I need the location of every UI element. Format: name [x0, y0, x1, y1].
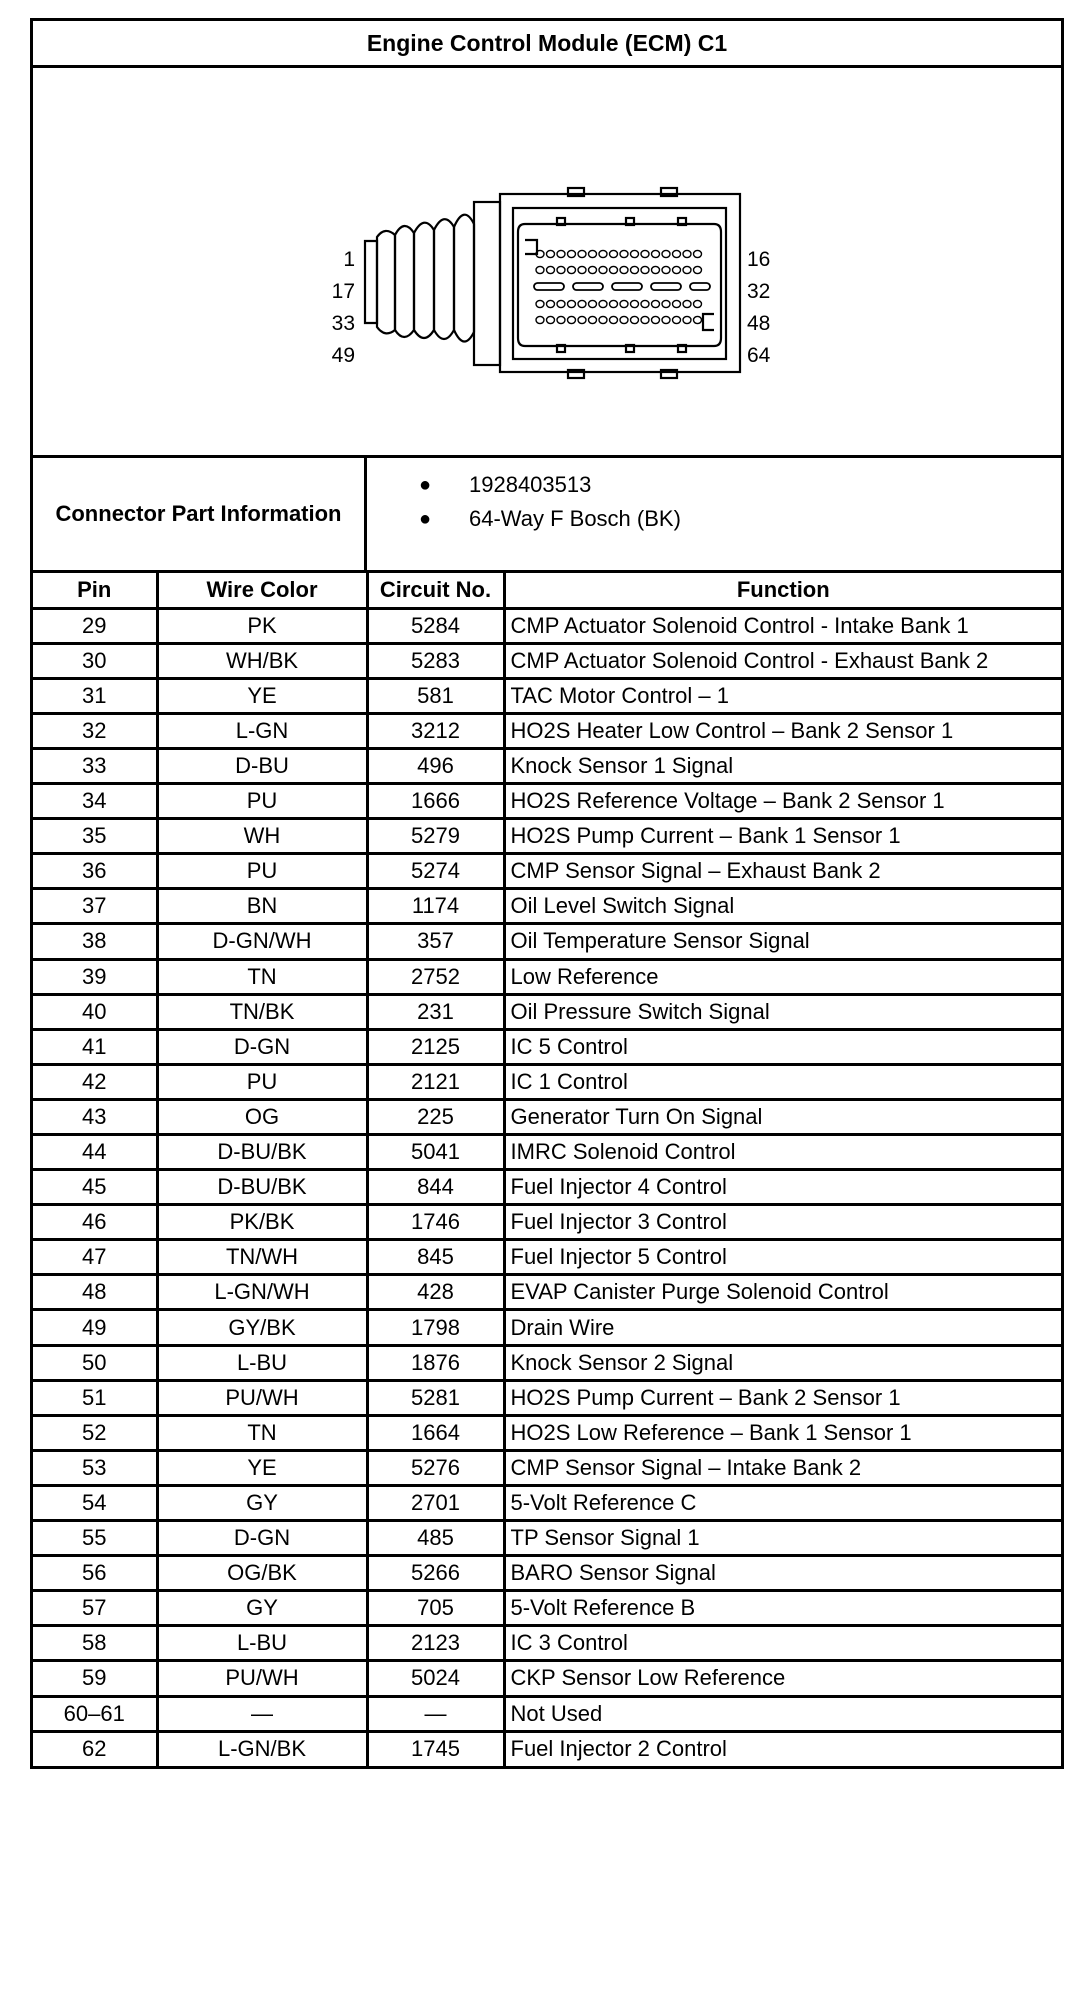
pin-cavity: [631, 316, 639, 323]
cell-pin: 57: [33, 1591, 157, 1626]
cell-pin: 53: [33, 1450, 157, 1485]
cell-pin: 36: [33, 854, 157, 889]
pin-cavity: [610, 300, 618, 307]
cell-wire-color: PU/WH: [157, 1661, 367, 1696]
cell-pin: 33: [33, 748, 157, 783]
cell-wire-color: L-BU: [157, 1345, 367, 1380]
cell-function: BARO Sensor Signal: [504, 1556, 1061, 1591]
table-header-row: [33, 573, 1061, 608]
cell-pin: 60–61: [33, 1696, 157, 1731]
connector-part-info: [33, 458, 1061, 573]
cell-wire-color: BN: [157, 889, 367, 924]
table-row: [33, 1661, 1061, 1696]
cell-circuit-no: 1876: [367, 1345, 504, 1380]
cell-function: Oil Temperature Sensor Signal: [504, 924, 1061, 959]
cell-function: Knock Sensor 2 Signal: [504, 1345, 1061, 1380]
table-row: [33, 1205, 1061, 1240]
cell-circuit-no: 845: [367, 1240, 504, 1275]
pin-cavity: [599, 300, 607, 307]
cell-wire-color: TN/BK: [157, 994, 367, 1029]
cell-function: HO2S Low Reference – Bank 1 Sensor 1: [504, 1415, 1061, 1450]
pin-label-64: 64: [747, 344, 771, 367]
table-row: [33, 959, 1061, 994]
bullet-icon: ●: [419, 507, 432, 530]
cell-pin: 54: [33, 1485, 157, 1520]
pin-label-48: 48: [747, 312, 771, 335]
cell-function: IC 5 Control: [504, 1029, 1061, 1064]
cell-circuit-no: 2123: [367, 1626, 504, 1661]
cell-circuit-no: 2121: [367, 1064, 504, 1099]
pin-label-1: 1: [343, 248, 355, 271]
table-row: [33, 784, 1061, 819]
table-row: [33, 1485, 1061, 1520]
pin-cavity: [631, 250, 639, 257]
pin-cavity: [578, 266, 586, 273]
pin-cavity: [610, 250, 618, 257]
cell-wire-color: OG: [157, 1099, 367, 1134]
pin-cavity: [641, 316, 649, 323]
table-row: [33, 1099, 1061, 1134]
pin-cavity: [589, 250, 597, 257]
bullet-icon: ●: [419, 473, 432, 496]
pin-cavity: [631, 300, 639, 307]
cell-circuit-no: 5281: [367, 1380, 504, 1415]
table-row: [33, 678, 1061, 713]
cell-wire-color: OG/BK: [157, 1556, 367, 1591]
part-info-item: [367, 502, 1061, 536]
header-circuit-no: Circuit No.: [367, 573, 504, 608]
table-row: [33, 854, 1061, 889]
cell-function: Knock Sensor 1 Signal: [504, 748, 1061, 783]
pin-cavity: [683, 250, 691, 257]
cell-wire-color: PK/BK: [157, 1205, 367, 1240]
pin-cavity: [683, 300, 691, 307]
cell-pin: 32: [33, 713, 157, 748]
pin-cavity: [620, 316, 628, 323]
pin-cavity: [673, 250, 681, 257]
cell-circuit-no: 357: [367, 924, 504, 959]
cell-function: Fuel Injector 2 Control: [504, 1731, 1061, 1766]
pin-cavity: [547, 250, 555, 257]
cell-wire-color: D-BU/BK: [157, 1170, 367, 1205]
cell-circuit-no: 5284: [367, 608, 504, 643]
cell-pin: 62: [33, 1731, 157, 1766]
pin-cavity: [599, 266, 607, 273]
pin-cavity: [683, 316, 691, 323]
cell-function: CMP Sensor Signal – Intake Bank 2: [504, 1450, 1061, 1485]
connector-diagram-panel: [33, 68, 1061, 458]
pin-label-16: 16: [747, 248, 771, 271]
page-title: Engine Control Module (ECM) C1: [33, 21, 1061, 68]
table-row: [33, 1380, 1061, 1415]
header-function: Function: [504, 573, 1061, 608]
cell-circuit-no: 225: [367, 1099, 504, 1134]
pin-cavity: [610, 316, 618, 323]
cell-circuit-no: 1746: [367, 1205, 504, 1240]
cell-function: HO2S Reference Voltage – Bank 2 Sensor 1: [504, 784, 1061, 819]
table-row: [33, 1029, 1061, 1064]
cell-circuit-no: 3212: [367, 713, 504, 748]
cell-wire-color: L-GN/WH: [157, 1275, 367, 1310]
cell-function: HO2S Heater Low Control – Bank 2 Sensor 1: [504, 713, 1061, 748]
pin-cavity: [610, 266, 618, 273]
cell-function: Fuel Injector 4 Control: [504, 1170, 1061, 1205]
cell-circuit-no: 1666: [367, 784, 504, 819]
cell-function: Oil Level Switch Signal: [504, 889, 1061, 924]
pin-cavity: [641, 300, 649, 307]
cell-function: Fuel Injector 5 Control: [504, 1240, 1061, 1275]
pin-cavity: [589, 316, 597, 323]
pin-cavity: [547, 266, 555, 273]
cell-pin: 47: [33, 1240, 157, 1275]
cell-function: HO2S Pump Current – Bank 2 Sensor 1: [504, 1380, 1061, 1415]
cell-pin: 52: [33, 1415, 157, 1450]
cell-function: CMP Actuator Solenoid Control - Exhaust Bank 2: [504, 643, 1061, 678]
cell-pin: 51: [33, 1380, 157, 1415]
cell-wire-color: TN: [157, 959, 367, 994]
cell-circuit-no: 2125: [367, 1029, 504, 1064]
cell-function: CKP Sensor Low Reference: [504, 1661, 1061, 1696]
connector-boot: [365, 241, 377, 323]
table-row: [33, 1135, 1061, 1170]
pin-cavity: [620, 250, 628, 257]
table-row: [33, 994, 1061, 1029]
cell-wire-color: D-GN/WH: [157, 924, 367, 959]
pin-grid: [536, 250, 702, 323]
pin-cavity: [568, 266, 576, 273]
cell-circuit-no: 5276: [367, 1450, 504, 1485]
pin-cavity: [673, 266, 681, 273]
cell-function: IC 3 Control: [504, 1626, 1061, 1661]
cell-pin: 49: [33, 1310, 157, 1345]
pin-cavity: [631, 266, 639, 273]
cell-circuit-no: 5024: [367, 1661, 504, 1696]
cell-wire-color: PU: [157, 854, 367, 889]
cell-function: IMRC Solenoid Control: [504, 1135, 1061, 1170]
cell-wire-color: GY/BK: [157, 1310, 367, 1345]
cell-circuit-no: 2701: [367, 1485, 504, 1520]
cell-pin: 31: [33, 678, 157, 713]
table-row: [33, 1450, 1061, 1485]
cell-pin: 35: [33, 819, 157, 854]
pin-cavity: [536, 316, 544, 323]
part-info-item: [367, 468, 1061, 502]
cell-pin: 39: [33, 959, 157, 994]
table-row: [33, 1345, 1061, 1380]
pin-cavity: [578, 250, 586, 257]
table-row: [33, 1275, 1061, 1310]
table-row: [33, 1626, 1061, 1661]
cell-function: CMP Actuator Solenoid Control - Intake Bank 1: [504, 608, 1061, 643]
pin-cavity: [673, 316, 681, 323]
pin-label-32: 32: [747, 280, 771, 303]
part-info-label: Connector Part Information: [33, 458, 367, 570]
cell-function: Oil Pressure Switch Signal: [504, 994, 1061, 1029]
table-row: [33, 1064, 1061, 1099]
pin-cavity: [547, 300, 555, 307]
pin-cavity: [557, 300, 565, 307]
pin-cavity: [683, 266, 691, 273]
pin-cavity: [662, 266, 670, 273]
table-row: [33, 748, 1061, 783]
cell-wire-color: YE: [157, 1450, 367, 1485]
cell-pin: 43: [33, 1099, 157, 1134]
pin-cavity: [652, 316, 660, 323]
table-row: [33, 1415, 1061, 1450]
cell-wire-color: PU: [157, 1064, 367, 1099]
cell-wire-color: TN/WH: [157, 1240, 367, 1275]
cell-circuit-no: —: [367, 1696, 504, 1731]
pin-cavity: [662, 250, 670, 257]
cell-wire-color: GY: [157, 1485, 367, 1520]
cell-wire-color: GY: [157, 1591, 367, 1626]
table-row: [33, 889, 1061, 924]
pin-cavity: [662, 300, 670, 307]
cell-circuit-no: 5266: [367, 1556, 504, 1591]
cell-wire-color: L-GN: [157, 713, 367, 748]
pin-cavity: [578, 316, 586, 323]
pin-cavity: [568, 300, 576, 307]
pin-cavity: [557, 316, 565, 323]
cell-pin: 30: [33, 643, 157, 678]
header-pin: Pin: [33, 573, 157, 608]
cell-circuit-no: 705: [367, 1591, 504, 1626]
cell-pin: 44: [33, 1135, 157, 1170]
cell-pin: 41: [33, 1029, 157, 1064]
table-row: [33, 1731, 1061, 1766]
cell-function: Low Reference: [504, 959, 1061, 994]
connector-sheet: [30, 18, 1064, 1769]
table-row: [33, 713, 1061, 748]
cell-wire-color: PK: [157, 608, 367, 643]
pin-cavity: [557, 266, 565, 273]
pin-cavity: [694, 250, 702, 257]
pin-cavity: [694, 300, 702, 307]
pin-cavity: [652, 266, 660, 273]
table-row: [33, 1556, 1061, 1591]
cell-function: Generator Turn On Signal: [504, 1099, 1061, 1134]
pin-cavity: [620, 266, 628, 273]
cell-circuit-no: 5283: [367, 643, 504, 678]
pin-table: [33, 573, 1061, 1766]
table-row: [33, 1696, 1061, 1731]
cell-function: 5-Volt Reference C: [504, 1485, 1061, 1520]
cell-circuit-no: 485: [367, 1521, 504, 1556]
cell-circuit-no: 1174: [367, 889, 504, 924]
cell-function: EVAP Canister Purge Solenoid Control: [504, 1275, 1061, 1310]
cell-circuit-no: 844: [367, 1170, 504, 1205]
cell-wire-color: WH: [157, 819, 367, 854]
cell-wire-color: D-BU/BK: [157, 1135, 367, 1170]
table-row: [33, 819, 1061, 854]
table-row: [33, 1310, 1061, 1345]
cell-pin: 42: [33, 1064, 157, 1099]
cell-wire-color: PU: [157, 784, 367, 819]
cell-pin: 59: [33, 1661, 157, 1696]
cell-wire-color: TN: [157, 1415, 367, 1450]
cell-circuit-no: 581: [367, 678, 504, 713]
pin-cavity: [599, 250, 607, 257]
pin-cavity: [536, 300, 544, 307]
cell-wire-color: —: [157, 1696, 367, 1731]
cell-circuit-no: 1798: [367, 1310, 504, 1345]
cell-function: 5-Volt Reference B: [504, 1591, 1061, 1626]
cell-function: Drain Wire: [504, 1310, 1061, 1345]
cell-function: HO2S Pump Current – Bank 1 Sensor 1: [504, 819, 1061, 854]
cell-pin: 40: [33, 994, 157, 1029]
cell-circuit-no: 2752: [367, 959, 504, 994]
cell-circuit-no: 5041: [367, 1135, 504, 1170]
pin-label-17: 17: [331, 280, 355, 303]
part-info-values: [367, 458, 1061, 570]
pin-cavity: [578, 300, 586, 307]
cell-function: TAC Motor Control – 1: [504, 678, 1061, 713]
pin-cavity: [641, 266, 649, 273]
pin-cavity: [652, 250, 660, 257]
cell-circuit-no: 5279: [367, 819, 504, 854]
cell-pin: 34: [33, 784, 157, 819]
cell-pin: 37: [33, 889, 157, 924]
table-row: [33, 608, 1061, 643]
cell-pin: 45: [33, 1170, 157, 1205]
cell-function: Fuel Injector 3 Control: [504, 1205, 1061, 1240]
connector-diagram: [33, 68, 1061, 455]
table-row: [33, 1521, 1061, 1556]
cell-circuit-no: 428: [367, 1275, 504, 1310]
cell-wire-color: L-GN/BK: [157, 1731, 367, 1766]
cell-circuit-no: 1745: [367, 1731, 504, 1766]
cell-wire-color: D-GN: [157, 1029, 367, 1064]
pin-cavity: [652, 300, 660, 307]
header-wire-color: Wire Color: [157, 573, 367, 608]
cell-pin: 46: [33, 1205, 157, 1240]
cell-function: IC 1 Control: [504, 1064, 1061, 1099]
cell-wire-color: L-BU: [157, 1626, 367, 1661]
cell-circuit-no: 1664: [367, 1415, 504, 1450]
pin-cavity: [568, 250, 576, 257]
cell-function: Not Used: [504, 1696, 1061, 1731]
cell-wire-color: WH/BK: [157, 643, 367, 678]
pin-label-33: 33: [331, 312, 355, 335]
pin-cavity: [694, 266, 702, 273]
connector-type: 64-Way F Bosch (BK): [469, 506, 681, 531]
pin-cavity: [536, 266, 544, 273]
cell-pin: 55: [33, 1521, 157, 1556]
part-number: 1928403513: [469, 472, 592, 497]
cell-pin: 48: [33, 1275, 157, 1310]
pin-cavity: [599, 316, 607, 323]
cell-wire-color: D-GN: [157, 1521, 367, 1556]
cell-circuit-no: 496: [367, 748, 504, 783]
cell-pin: 50: [33, 1345, 157, 1380]
pin-cavity: [547, 316, 555, 323]
pin-cavity: [557, 250, 565, 257]
cell-pin: 58: [33, 1626, 157, 1661]
cell-wire-color: PU/WH: [157, 1380, 367, 1415]
pin-cavity: [694, 316, 702, 323]
table-row: [33, 1591, 1061, 1626]
connector-flange: [474, 202, 500, 365]
pin-cavity: [568, 316, 576, 323]
pin-cavity: [673, 300, 681, 307]
pin-cavity: [589, 266, 597, 273]
cell-function: CMP Sensor Signal – Exhaust Bank 2: [504, 854, 1061, 889]
cell-circuit-no: 231: [367, 994, 504, 1029]
table-row: [33, 924, 1061, 959]
table-row: [33, 643, 1061, 678]
pin-cavity: [620, 300, 628, 307]
pin-cavity: [641, 250, 649, 257]
cell-pin: 29: [33, 608, 157, 643]
cell-circuit-no: 5274: [367, 854, 504, 889]
pin-cavity: [662, 316, 670, 323]
cell-function: TP Sensor Signal 1: [504, 1521, 1061, 1556]
cell-wire-color: YE: [157, 678, 367, 713]
table-row: [33, 1170, 1061, 1205]
cell-pin: 56: [33, 1556, 157, 1591]
table-row: [33, 1240, 1061, 1275]
cell-wire-color: D-BU: [157, 748, 367, 783]
cell-pin: 38: [33, 924, 157, 959]
pin-label-49: 49: [331, 344, 355, 367]
pin-cavity: [589, 300, 597, 307]
